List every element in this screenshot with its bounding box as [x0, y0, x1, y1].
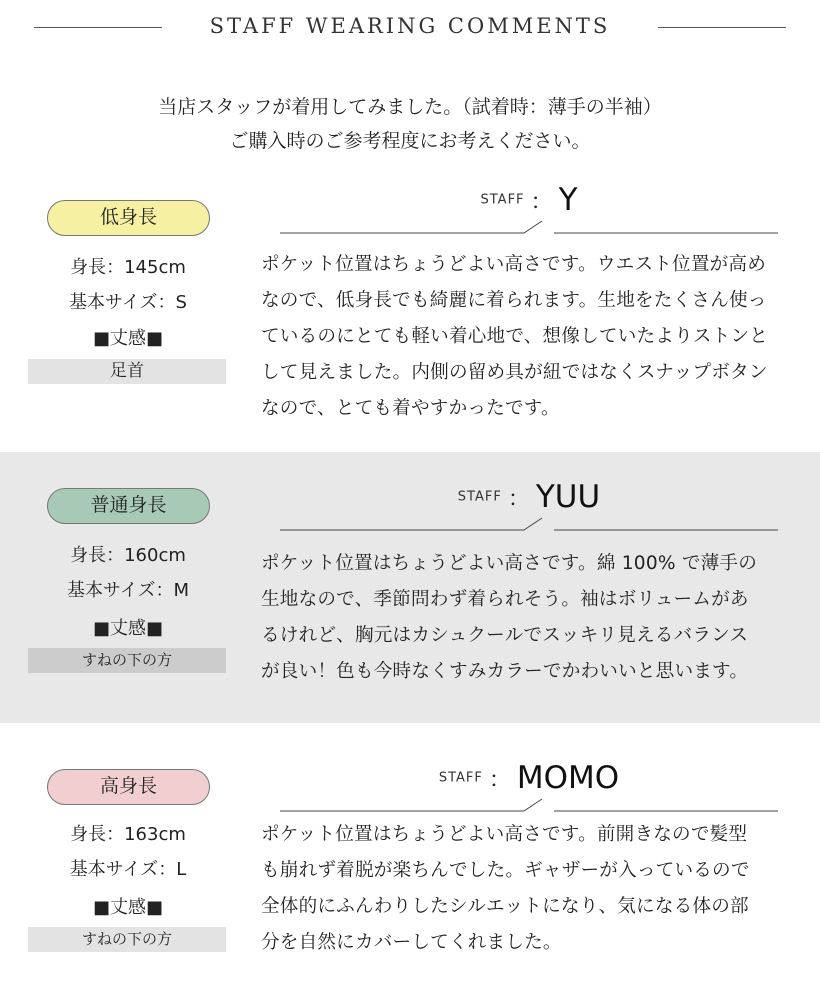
header-rule-right [658, 27, 786, 28]
staff-name: Y [558, 182, 578, 218]
comment-line: ポケット位置はちょうどよい高さです。綿 100% で薄手の [261, 553, 758, 574]
height-category-badge: 低身長 [47, 200, 210, 236]
comment-line: ポケット位置はちょうどよい高さです。ウエスト位置が高め [261, 254, 767, 275]
height-category-badge: 高身長 [47, 769, 210, 805]
comment-line: して見えました。内側の留め具が紐ではなくスナップボタン [261, 362, 768, 383]
length-heading: ■丈感■ [92, 328, 163, 349]
staff-colon: ： [488, 767, 511, 793]
comment-line: が良い！色も今時なくすみカラーでかわいいと思います。 [261, 661, 749, 682]
length-heading: ■丈感■ [92, 618, 163, 639]
staff-section-y [0, 170, 820, 452]
staff-height: 身長：145cm [70, 257, 186, 278]
staff-name: MOMO [516, 760, 620, 796]
intro-line-1: 当店スタッフが着用してみました。（試着時：薄手の半袖） [158, 96, 662, 118]
staff-name-heading [280, 479, 778, 535]
length-heading: ■丈感■ [92, 897, 163, 918]
intro-line-2: ご購入時のご参考程度にお考えください。 [229, 130, 591, 152]
staff-base-size: 基本サイズ：S [69, 292, 187, 313]
staff-section-momo [0, 723, 820, 1000]
staff-base-size: 基本サイズ：M [66, 580, 190, 601]
staff-prefix: STAFF [480, 192, 525, 208]
comment-line: なので、低身長でも綺麗に着られます。生地をたくさん使っ [261, 290, 767, 311]
intro-text [0, 90, 820, 158]
page-title: STAFF WEARING COMMENTS [209, 14, 611, 38]
section-header [0, 0, 820, 60]
length-value: すねの下の方 [28, 648, 226, 673]
comment-line: 分を自然にカバーしてくれました。 [261, 932, 562, 953]
staff-name: YUU [535, 479, 601, 515]
comment-line: も崩れず着脱が楽ちんでした。ギャザーが入っているので [261, 860, 750, 881]
comment-line: なので、とても着やすかったです。 [261, 398, 560, 419]
height-category-badge: 普通身長 [47, 488, 210, 524]
length-value: 足首 [28, 359, 226, 384]
staff-height: 身長：160cm [70, 545, 186, 566]
speech-divider-line [280, 216, 778, 236]
comment-line: るけれど、胸元はカシュクールでスッキリ見えるバランス [261, 625, 749, 646]
speech-divider-line [280, 513, 778, 533]
staff-comment [261, 247, 791, 427]
comment-line: 生地なので、季節問わず着られそう。袖はボリュームがあ [261, 589, 749, 610]
staff-comment [261, 546, 791, 690]
staff-height: 身長：163cm [70, 824, 186, 845]
staff-colon: ： [530, 189, 553, 215]
comment-line: ているのにとても軽い着心地で、想像していたよりストンと [261, 326, 769, 347]
staff-prefix: STAFF [438, 770, 483, 786]
comment-line: ポケット位置はちょうどよい高さです。前開きなので髪型 [261, 824, 748, 845]
staff-colon: ： [507, 486, 530, 512]
staff-prefix: STAFF [457, 489, 502, 505]
staff-comment [261, 817, 791, 961]
comment-line: 全体的にふんわりしたシルエットになり、気になる体の部 [261, 896, 749, 917]
staff-name-heading [280, 760, 778, 816]
staff-name-heading [280, 182, 778, 238]
speech-divider-line [280, 794, 778, 814]
length-value: すねの下の方 [28, 927, 226, 952]
staff-base-size: 基本サイズ：L [69, 859, 187, 880]
staff-section-yuu [0, 452, 820, 723]
